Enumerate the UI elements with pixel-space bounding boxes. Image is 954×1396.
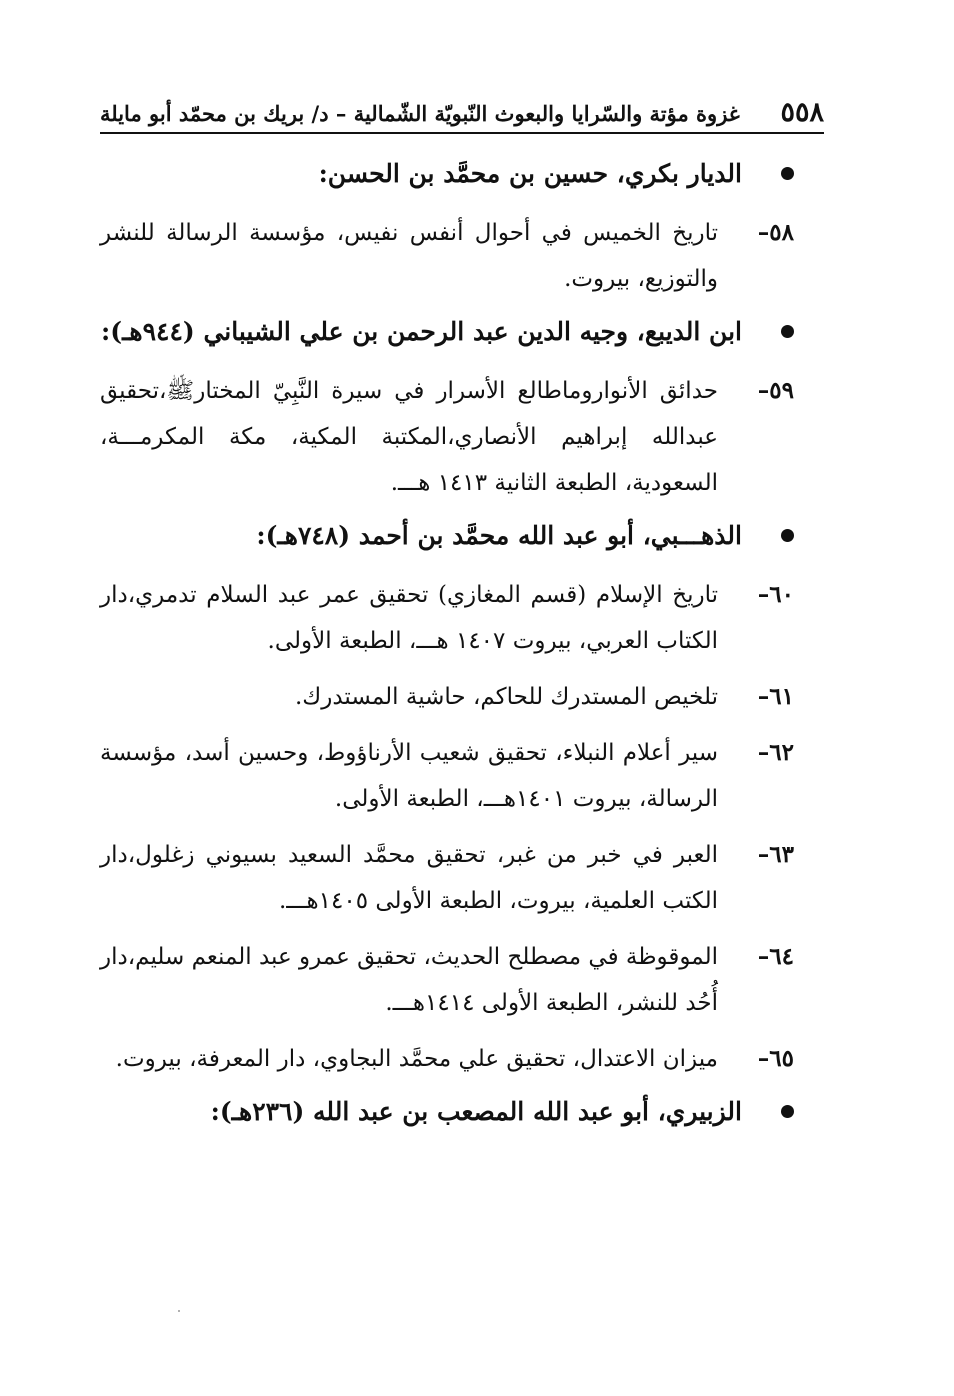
entry-number: ٥٨– — [757, 219, 794, 246]
scan-speck — [178, 1310, 180, 1312]
bibliography-entry — [100, 674, 794, 720]
entry-number: ٦٢– — [757, 739, 794, 766]
author-heading — [100, 312, 794, 352]
bibliography-list — [100, 150, 794, 1148]
entry-number: ٦١– — [757, 683, 794, 710]
bullet-icon — [781, 167, 794, 180]
bibliography-entry — [100, 934, 794, 1026]
entry-text: ميزان الاعتدال، تحقيق علي محمَّد البجاوي، دار المعرفة، بيروت. — [115, 1046, 718, 1072]
entry-number: ٦٤– — [757, 943, 794, 970]
entry-number: ٦٠– — [757, 581, 794, 608]
entry-text: حدائق الأنواروماطالع الأسرار في سيرة النَّبِيّ المختارﷺ،تحقيق عبدالله إبراهيم الأنصاري،المكتبة المكية، مكة المكرمـــة، السعودية، الطبعة الثانية ١٤١٣ هـــ. — [100, 378, 718, 496]
author-heading — [100, 154, 794, 194]
page-number: ٥٥٨ — [780, 97, 824, 128]
bullet-icon — [781, 325, 794, 338]
bibliography-entry — [100, 730, 794, 822]
author-name: الزبيري، أبو عبد الله المصعب بن عبد الله (٢٣٦هـ): — [210, 1097, 742, 1126]
author-name: ابن الديبع، وجيه الدين عبد الرحمن بن علي الشيباني (٩٤٤هـ): — [101, 317, 742, 346]
entry-text: تاريخ الخميس في أحوال أنفس نفيس، مؤسسة الرسالة للنشر والتوزيع، بيروت. — [100, 220, 718, 292]
bibliography-entry — [100, 832, 794, 924]
author-name: الذهـــبي، أبو عبد الله محمَّد بن أحمد (٧٤٨هـ): — [256, 521, 742, 550]
author-heading — [100, 1092, 794, 1132]
entry-text: تلخيص المستدرك للحاكم، حاشية المستدرك. — [294, 684, 718, 710]
author-name: الديار بكري، حسين بن محمَّد بن الحسن: — [318, 159, 742, 188]
author-heading — [100, 516, 794, 556]
entry-text: العبر في خبر من غبر، تحقيق محمَّد السعيد بسيوني زغلول،دار الكتب العلمية، بيروت، الطبعة الأولى ١٤٠٥هـــ. — [100, 842, 718, 914]
bibliography-entry — [100, 572, 794, 664]
entry-text: تاريخ الإسلام (قسم المغازي) تحقيق عمر عبد السلام تدمري،دار الكتاب العربي، بيروت ١٤٠٧ هـــ، الطبعة الأولى. — [100, 582, 718, 654]
bibliography-entry — [100, 368, 794, 506]
page-header — [100, 88, 824, 134]
running-title: غزوة مؤتة والسّرايا والبعوث النّبويّة الشّمالية – د/ بريك بن محمّد أبو مايلة — [100, 101, 740, 126]
bullet-icon — [781, 1105, 794, 1118]
bibliography-entry — [100, 1036, 794, 1082]
entry-number: ٦٥– — [757, 1045, 794, 1072]
entry-number: ٥٩– — [757, 377, 794, 404]
bibliography-entry — [100, 210, 794, 302]
entry-text: الموقوظة في مصطلح الحديث، تحقيق عمرو عبد المنعم سليم،دار أُحُد للنشر، الطبعة الأولى ١٤١٤هـــ. — [100, 944, 718, 1016]
entry-text: سير أعلام النبلاء، تحقيق شعيب الأرناؤوط، وحسين أسد، مؤسسة الرسالة، بيروت ١٤٠١هـــ، الطبعة الأولى. — [100, 740, 718, 812]
entry-number: ٦٣– — [757, 841, 794, 868]
bullet-icon — [781, 529, 794, 542]
